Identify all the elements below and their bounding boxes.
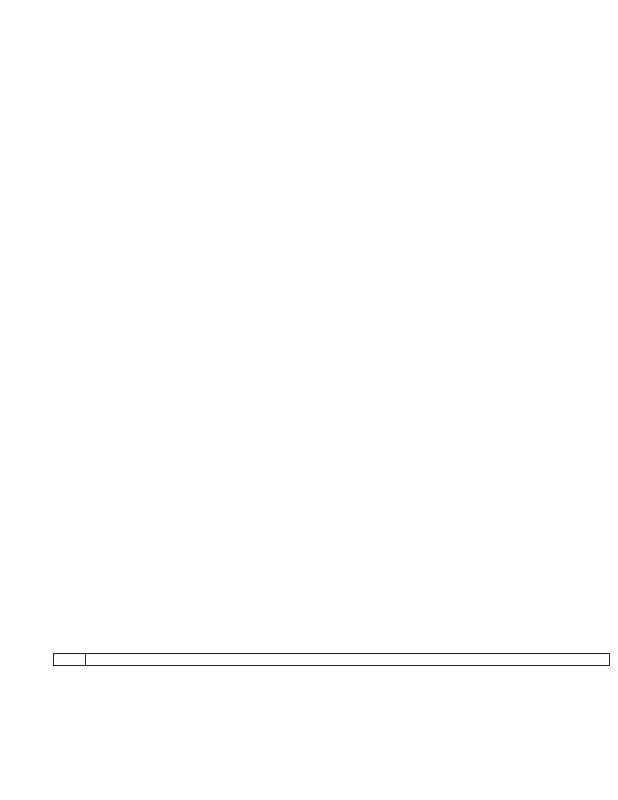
box-divider: [85, 654, 86, 665]
section-4-testing-box: [53, 653, 610, 666]
